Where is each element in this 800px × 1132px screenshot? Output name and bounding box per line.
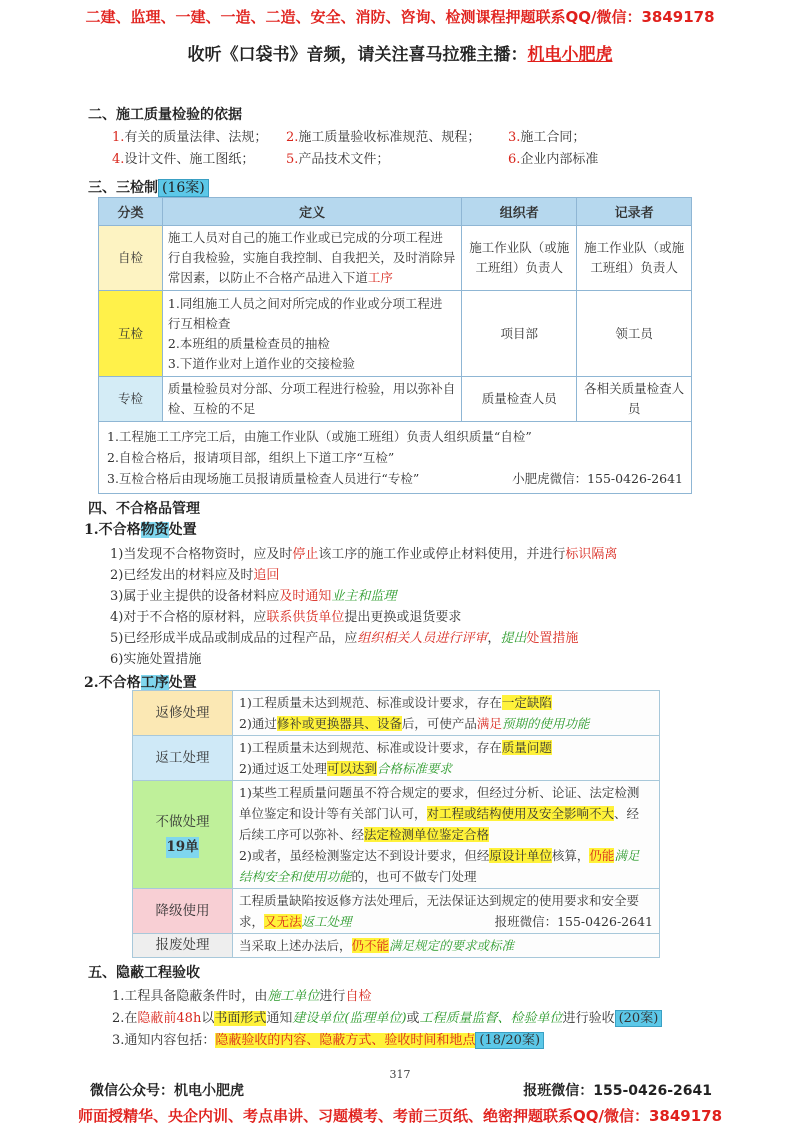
highlight: 修补或更换器具、设备 <box>276 716 402 731</box>
def-line-red: 工序 <box>367 270 393 285</box>
host-name: 机电小肥虎 <box>527 45 613 65</box>
material-item-2 <box>110 564 279 583</box>
basis-text: 施工合同； <box>520 130 586 145</box>
page-number: 317 <box>389 1068 411 1081</box>
basis-num: 2. <box>286 130 299 145</box>
text: 2)或者，虽经检测鉴定达不到设计要求，但经 <box>239 848 490 863</box>
note-1: 1.工程施工工序完工后，由施工作业队（或施工班组）负责人组织质量“自检” <box>107 429 532 444</box>
material-item-3 <box>110 585 396 604</box>
category-mutual: 互检 <box>99 291 163 377</box>
def-line: 施工人员对自己的施工作业或已完成的分项工程进 <box>167 230 443 245</box>
sub-pre: 1.不合格 <box>84 522 141 538</box>
def-line: 检、互检的不足 <box>167 401 256 416</box>
text: 1.工程具备隐蔽条件时，由 <box>112 989 268 1004</box>
green-text: 满足 <box>614 848 640 863</box>
wechat-contact: 小肥虎微信：155-0426-2641 <box>512 471 683 486</box>
table-row <box>99 291 692 377</box>
text: 2.在 <box>112 1011 138 1026</box>
header-organizer: 组织者 <box>462 198 577 226</box>
item-text: 3)属于业主提供的设备材料应 <box>110 589 280 604</box>
content-line <box>239 737 653 758</box>
label-scrap: 报废处理 <box>133 934 233 958</box>
basis-num: 4. <box>112 152 125 167</box>
highlight-red: 仍能 <box>589 848 615 863</box>
item-text: 5)已经形成半成品或制成品的过程产品，应 <box>110 631 358 646</box>
basis-num: 5. <box>286 152 299 167</box>
content-line <box>239 692 653 713</box>
header-recorder: 记录者 <box>577 198 692 226</box>
section-5-title: 五、隐蔽工程验收 <box>88 965 200 981</box>
category-self: 自检 <box>99 226 163 291</box>
table-row <box>133 691 660 736</box>
text: 1)工程质量未达到规范、标准或设计要求，存在 <box>239 740 502 755</box>
top-banner: 二建、监理、一建、一造、二造、安全、消防、咨询、检测课程押题联系QQ/微信：3849178 <box>85 8 715 26</box>
content-cell <box>233 691 660 736</box>
case-tag: (18/20案) <box>475 1032 544 1049</box>
text: 1)工程质量未达到规范、标准或设计要求，存在 <box>239 695 502 710</box>
content-line <box>239 824 653 845</box>
footer-wechat-account: 微信公众号：机电小肥虎 <box>90 1083 244 1099</box>
highlight: 书面形式 <box>214 1011 267 1026</box>
header-definition: 定义 <box>162 198 461 226</box>
item-green: 业主和监理 <box>331 589 397 604</box>
text: 的，也可不做专门处理 <box>351 869 477 884</box>
item-red: 标识隔离 <box>565 547 618 562</box>
content-cell <box>233 781 660 889</box>
table-row <box>99 226 692 291</box>
label-downgrade: 降级使用 <box>133 889 233 934</box>
table-row <box>99 377 692 422</box>
section-3-title <box>88 177 209 197</box>
item-red: 停止 <box>292 547 319 562</box>
item-red: 处置措施 <box>526 631 579 646</box>
text: 或 <box>406 1011 420 1026</box>
text: 后续工序可以弥补、经 <box>239 827 365 842</box>
basis-num: 6. <box>508 152 521 167</box>
red-text: 自检 <box>345 989 372 1004</box>
item-green: 提出 <box>500 631 527 646</box>
text: 2)通过 <box>239 716 277 731</box>
subsection-material <box>84 519 197 539</box>
highlight: 可以达到 <box>326 761 377 776</box>
footer-wechat-contact: 报班微信：155-0426-2641 <box>523 1083 712 1099</box>
line-left <box>239 911 352 932</box>
basis-text: 产品技术文件； <box>298 152 390 167</box>
green-text: 施工单位 <box>267 989 320 1004</box>
text: 、经 <box>614 806 640 821</box>
green-text: 满足规定的要求或标准 <box>389 938 515 953</box>
basis-item-2 <box>286 126 480 145</box>
item-red: 及时通知 <box>279 589 332 604</box>
highlight-red: 隐蔽验收的内容、隐蔽方式、验收时间和地点 <box>215 1033 476 1048</box>
basis-num: 3. <box>508 130 521 145</box>
sub-highlight: 物资 <box>140 522 169 538</box>
sub-post: 处置 <box>168 675 197 691</box>
case-tag: (16案) <box>158 179 209 197</box>
sub-pre: 2.不合格 <box>84 675 141 691</box>
organizer-cell: 施工作业队（或施工班组）负责人 <box>462 226 577 291</box>
note-3 <box>107 468 683 489</box>
subtitle-text: 收听《口袋书》音频，请关注喜马拉雅主播： <box>187 45 528 65</box>
recorder-cell: 施工作业队（或施工班组）负责人 <box>577 226 692 291</box>
material-item-1 <box>110 543 617 562</box>
definition-cell <box>162 377 461 422</box>
green-text: 结构安全和使用功能 <box>239 869 352 884</box>
content-line <box>239 713 653 734</box>
table-row <box>133 889 660 934</box>
highlight: 法定检测单位鉴定合格 <box>364 827 490 842</box>
text: 以 <box>201 1011 215 1026</box>
basis-item-1 <box>112 126 267 145</box>
item-text: 2)已经发出的材料应及时 <box>110 568 254 583</box>
sub-highlight: 工序 <box>140 675 169 691</box>
green-text: 预期的使用功能 <box>501 716 590 731</box>
content-cell <box>233 934 660 958</box>
highlight-red: 又无法 <box>264 914 302 929</box>
case-tag: (20案) <box>615 1010 663 1027</box>
highlight-red: 仍不能 <box>351 938 390 953</box>
material-item-6: 6)实施处置措施 <box>110 652 202 667</box>
content-line <box>239 911 653 932</box>
item-red: 组织相关人员进行评审 <box>357 631 488 646</box>
table-header-row <box>99 198 692 226</box>
basis-item-5 <box>286 148 389 167</box>
text: 进行 <box>319 989 346 1004</box>
text: 进行验收 <box>562 1011 615 1026</box>
basis-item-6 <box>508 148 598 167</box>
table-row <box>133 781 660 889</box>
material-item-5 <box>110 627 578 646</box>
material-item-4 <box>110 606 461 625</box>
hidden-item-1 <box>112 985 371 1004</box>
text: 核算， <box>551 848 590 863</box>
subsection-process <box>84 672 197 692</box>
category-special: 专检 <box>99 377 163 422</box>
text: 通知 <box>266 1011 293 1026</box>
item-text: 4)对于不合格的原材料，应 <box>110 610 267 625</box>
text: 后，可使产品 <box>401 716 477 731</box>
highlight: 一定缺陷 <box>501 695 552 710</box>
content-line <box>239 803 653 824</box>
recorder-cell: 领工员 <box>577 291 692 377</box>
content-cell <box>233 736 660 781</box>
highlight: 原设计单位 <box>489 848 552 863</box>
text: 当采取上述办法后， <box>239 938 352 953</box>
def-line: 行互相检查 <box>167 315 231 331</box>
table-row <box>133 934 660 958</box>
def-line: 1.同组施工人员之间对所完成的作业或分项工程进 <box>167 295 443 311</box>
bottom-banner: 师面授精华、央企内训、考点串讲、习题模考、考前三页纸、绝密押题联系QQ/微信：3849178 <box>77 1107 723 1125</box>
green-text: 合格标准要求 <box>376 761 452 776</box>
item-text: 1)当发现不合格物资时，应及时 <box>110 547 293 562</box>
red-text: 满足 <box>476 716 502 731</box>
label-text: 不做处理 <box>155 813 210 830</box>
three-inspection-table <box>98 197 692 494</box>
note-3-text: 3.互检合格后由现场施工员报请质量检查人员进行“专检” <box>107 471 420 486</box>
basis-text: 企业内部标准 <box>520 152 599 167</box>
text: 单位鉴定和设计等有关部门认可， <box>239 806 427 821</box>
section-3-text: 三、三检制 <box>88 180 158 196</box>
item-text: 该工序的施工作业或停止材料使用，并进行 <box>318 547 566 562</box>
section-4-title: 四、不合格品管理 <box>88 501 200 517</box>
case-tag: 19单 <box>166 837 198 858</box>
label-no-treatment <box>133 781 233 889</box>
item-text: 提出更换或退货要求 <box>344 610 462 625</box>
def-line: 常因素，以防止不合格产品进入下道 <box>167 270 368 285</box>
organizer-cell: 质量检查人员 <box>462 377 577 422</box>
basis-text: 有关的质量法律、法规； <box>124 130 268 145</box>
def-line: 2.本班组的质量检查员的抽检 <box>167 335 330 351</box>
def-line: 行自我检验，实施自我控制、自我把关，及时消除异 <box>167 250 456 265</box>
content-line <box>239 845 653 866</box>
basis-item-3 <box>508 126 585 145</box>
content-line <box>239 758 653 779</box>
notes-cell <box>99 422 692 494</box>
header-category: 分类 <box>99 198 163 226</box>
def-line: 3.下道作业对上道作业的交接检验 <box>167 355 355 371</box>
definition-cell <box>162 226 461 291</box>
label-rework: 返修处理 <box>133 691 233 736</box>
table-notes-row <box>99 422 692 494</box>
text: 2)通过返工处理 <box>239 761 327 776</box>
note-2: 2.自检合格后，报请项目部，组织上下道工序“互检” <box>107 450 395 465</box>
item-red: 联系供货单位 <box>266 610 345 625</box>
def-line: 质量检验员对分部、分项工程进行检验，用以弥补自 <box>167 381 456 396</box>
subtitle <box>0 40 800 65</box>
sub-post: 处置 <box>168 522 197 538</box>
basis-num: 1. <box>112 130 125 145</box>
hidden-item-3 <box>112 1029 544 1048</box>
red-text: 隐蔽前48h <box>137 1011 202 1026</box>
text: 求， <box>239 914 265 929</box>
basis-item-4 <box>112 148 254 167</box>
organizer-cell: 项目部 <box>462 291 577 377</box>
green-text: 工程质量监督、检验单位 <box>419 1011 563 1026</box>
item-text: ， <box>487 631 501 646</box>
content-line: 1)某些工程质量问题虽不符合规定的要求，但经过分析、论证、法定检测 <box>239 785 640 800</box>
highlight: 质量问题 <box>501 740 552 755</box>
highlight: 对工程或结构使用及安全影响不大 <box>426 806 615 821</box>
table-row <box>133 736 660 781</box>
content-line <box>239 866 653 887</box>
nonconforming-process-table <box>132 690 660 958</box>
definition-cell <box>162 291 461 377</box>
recorder-cell: 各相关质量检查人员 <box>577 377 692 422</box>
content-line <box>239 935 653 956</box>
basis-text: 施工质量验收标准规范、规程； <box>298 130 481 145</box>
item-red: 追回 <box>253 568 280 583</box>
green-text: 返工处理 <box>301 914 352 929</box>
hidden-item-2 <box>112 1007 662 1026</box>
content-line: 工程质量缺陷按返修方法处理后，无法保证达到规定的使用要求和安全要 <box>239 893 640 908</box>
content-cell <box>233 889 660 934</box>
label-redo: 返工处理 <box>133 736 233 781</box>
section-2-title: 二、施工质量检验的依据 <box>88 107 242 123</box>
wechat-contact: 报班微信：155-0426-2641 <box>494 914 653 929</box>
green-text: 建设单位(监理单位) <box>292 1011 407 1026</box>
basis-text: 设计文件、施工图纸； <box>124 152 255 167</box>
text: 3.通知内容包括： <box>112 1033 216 1048</box>
